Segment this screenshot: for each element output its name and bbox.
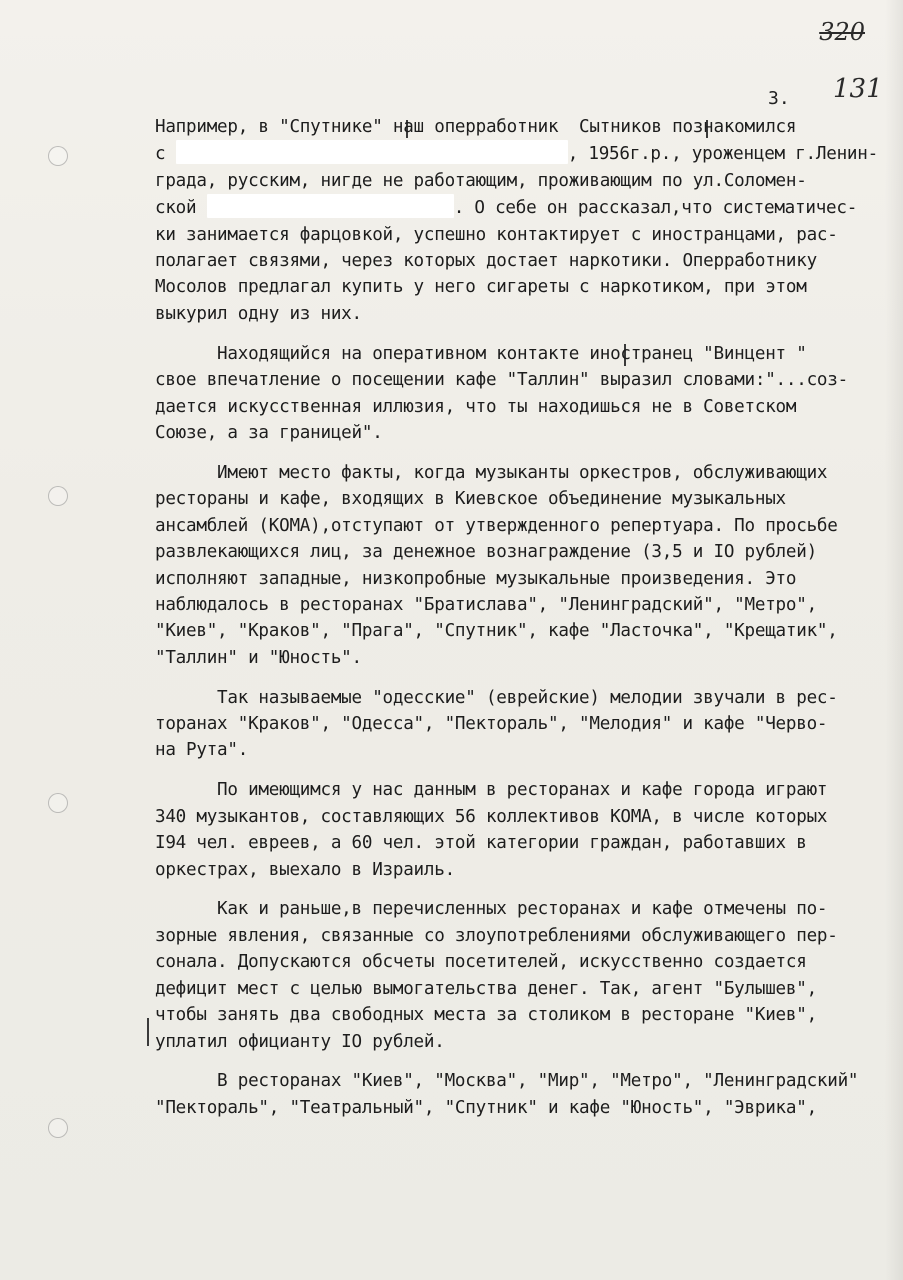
paragraph — [155, 685, 895, 764]
paragraph — [155, 777, 895, 883]
text-line: исполняют западные, низкопробные музыкальные произведения. Это — [155, 568, 797, 589]
text-line: выкурил одну из них. — [155, 303, 362, 324]
handwritten-crossed-number: 320 — [819, 18, 865, 46]
text-line: дефицит мест с целью вымогательства денег. Так, агент "Булышев", — [155, 978, 817, 999]
text-line: Имеют место факты, когда музыканты оркестров, обслуживающих — [155, 462, 828, 483]
text-line: оркестрах, выехало в Израиль. — [155, 859, 455, 880]
punch-hole-mark — [48, 486, 68, 506]
text-line: "Киев", "Краков", "Прага", "Спутник", кафе "Ласточка", "Крещатик", — [155, 621, 838, 642]
punch-hole-mark — [48, 1118, 68, 1138]
text-line: Например, в "Спутнике" наш оперработник Сытников познакомился — [155, 117, 797, 137]
redaction-box — [207, 194, 454, 218]
text-line: развлекающихся лиц, за денежное вознаграждение (3,5 и IO рублей) — [155, 542, 817, 563]
text-line: уплатил официанту IO рублей. — [155, 1031, 445, 1052]
text-segment: , 1956г.р., уроженцем г.Ленин- — [567, 144, 878, 165]
text-line: града, русским, нигде не работающим, проживающим по ул.Соломен- — [155, 170, 807, 191]
text-line: 340 музыкантов, составляющих 56 коллективов КОМА, в числе которых — [155, 806, 828, 827]
paragraph — [155, 896, 895, 1054]
text-line: торанах "Краков", "Одесса", "Пектораль", "Мелодия" и кафе "Черво- — [155, 714, 828, 735]
text-line: I94 чел. евреев, а 60 чел. этой категории граждан, работавших в — [155, 833, 807, 854]
text-line: "Пектораль", "Театральный", "Спутник" и кафе "Юность", "Эврика", — [155, 1097, 817, 1118]
text-line: По имеющимся у нас данным в ресторанах и кафе города играют — [155, 780, 828, 801]
text-line: Мосолов предлагал купить у него сигареты с наркотиком, при этом — [155, 277, 807, 298]
text-line: Находящийся на оперативном контакте иностранец "Винцент " — [155, 343, 807, 364]
punch-hole-mark — [48, 146, 68, 166]
paragraph — [155, 114, 895, 327]
text-line: Как и раньше,в перечисленных ресторанах и кафе отмечены по- — [155, 899, 828, 920]
paragraph — [155, 460, 895, 671]
text-line: ки занимается фарцовкой, успешно контактирует с иностранцами, рас- — [155, 224, 838, 245]
text-line: сонала. Допускаются обсчеты посетителей, искусственно создается — [155, 952, 807, 973]
text-line: дается искусственная иллюзия, что ты находишься не в Советском — [155, 396, 797, 417]
text-line — [155, 194, 895, 221]
text-line — [155, 140, 895, 167]
typed-body-text — [155, 114, 895, 1135]
typed-page-number: 3. — [768, 88, 790, 109]
text-line: рестораны и кафе, входящих в Киевское объединение музыкальных — [155, 489, 786, 510]
paragraph — [155, 1068, 895, 1121]
redaction-box — [176, 140, 568, 164]
text-segment: . О себе он рассказал,что систематичес- — [453, 198, 858, 219]
text-line: Союзе, а за границей". — [155, 422, 383, 443]
text-line: на Рута". — [155, 740, 249, 761]
punch-hole-mark — [48, 793, 68, 813]
text-segment: с — [155, 144, 176, 165]
margin-pencil-mark — [147, 1018, 149, 1046]
text-line: чтобы занять два свободных места за столиком в ресторане "Киев", — [155, 1005, 817, 1026]
text-line: зорные явления, связанные со злоупотреблениями обслуживающего пер- — [155, 925, 838, 946]
text-line: полагает связями, через которых достает наркотики. Оперработнику — [155, 251, 817, 272]
handwritten-page-number: 131 — [833, 74, 883, 104]
text-line: свое впечатление о посещении кафе "Таллин" выразил словами:"...соз- — [155, 370, 848, 391]
text-line: "Таллин" и "Юность". — [155, 647, 362, 668]
text-line: Так называемые "одесские" (еврейские) мелодии звучали в рес- — [155, 687, 838, 708]
text-line: В ресторанах "Киев", "Москва", "Мир", "Метро", "Ленинградский" — [155, 1071, 859, 1092]
text-segment: ской — [155, 198, 207, 219]
text-line: ансамблей (КОМА),отступают от утвержденного репертуара. По просьбе — [155, 515, 838, 536]
text-line: наблюдалось в ресторанах "Братислава", "Ленинградский", "Метро", — [155, 594, 817, 615]
paragraph — [155, 341, 895, 447]
